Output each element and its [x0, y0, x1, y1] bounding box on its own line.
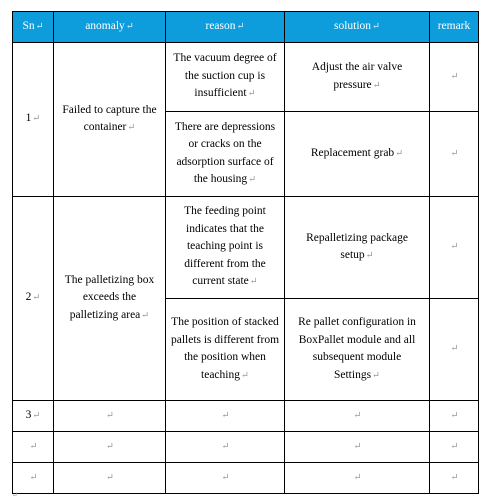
remark-cell: ↵ [430, 197, 479, 299]
solution-cell: Repalletizing package setup↵ [285, 197, 430, 299]
header-reason: reason↵ [166, 12, 285, 43]
sn-cell: 1↵ [13, 43, 54, 197]
table-row [13, 401, 479, 432]
header-sn: Sn↵ [13, 12, 54, 43]
reason-cell: The vacuum degree of the suction cup is insufficient↵ [166, 43, 285, 112]
anomaly-cell: Failed to capture the container↵ [54, 43, 166, 197]
remark-cell: ↵ [430, 43, 479, 112]
reason-cell: ↵ [166, 401, 285, 432]
table-row [13, 43, 479, 112]
remark-cell: ↵ [430, 432, 479, 463]
solution-cell: Replacement grab↵ [285, 112, 430, 197]
sn-cell: 2↵ [13, 197, 54, 401]
remark-cell: ↵ [430, 463, 479, 494]
solution-cell: ↵ [285, 463, 430, 494]
solution-cell: Re pallet configuration in BoxPallet module and all subsequent module Settings↵ [285, 299, 430, 401]
header-solution: solution↵ [285, 12, 430, 43]
anomaly-table [12, 11, 479, 494]
solution-cell: ↵ [285, 401, 430, 432]
remark-cell: ↵ [430, 112, 479, 197]
reason-cell: ↵ [166, 432, 285, 463]
anomaly-cell: ↵ [54, 463, 166, 494]
anomaly-cell: The palletizing box exceeds the palletizing area↵ [54, 197, 166, 401]
solution-cell: ↵ [285, 432, 430, 463]
reason-cell: The position of stacked pallets is different from the position when teaching↵ [166, 299, 285, 401]
header-remark: remark [430, 12, 479, 43]
remark-cell: ↵ [430, 401, 479, 432]
sn-cell: ↵ [13, 432, 54, 463]
sn-cell: 3↵ [13, 401, 54, 432]
paragraph-mark: ↵ [12, 491, 18, 499]
remark-cell: ↵ [430, 299, 479, 401]
sn-cell: ↵ [13, 463, 54, 494]
anomaly-cell: ↵ [54, 432, 166, 463]
reason-cell: ↵ [166, 463, 285, 494]
anomaly-cell: ↵ [54, 401, 166, 432]
reason-cell: There are depressions or cracks on the adsorption surface of the housing↵ [166, 112, 285, 197]
solution-cell: Adjust the air valve pressure↵ [285, 43, 430, 112]
header-anomaly: anomaly↵ [54, 12, 166, 43]
table-row [13, 197, 479, 299]
table-row [13, 463, 479, 494]
header-row [13, 12, 479, 43]
reason-cell: The feeding point indicates that the teaching point is different from the current state↵ [166, 197, 285, 299]
table-row [13, 432, 479, 463]
